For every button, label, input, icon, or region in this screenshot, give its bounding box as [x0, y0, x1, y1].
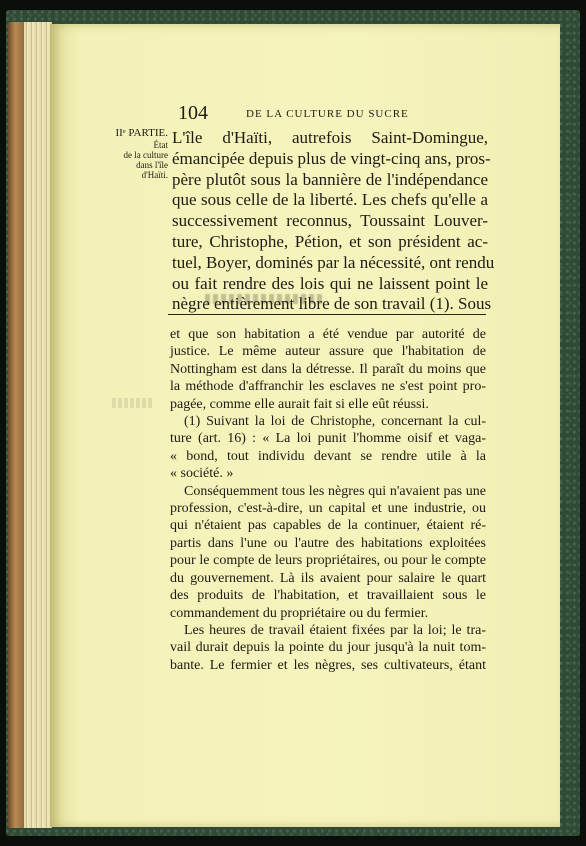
- margin-note: [98, 128, 168, 180]
- margin-note-line: d'Haïti.: [141, 170, 168, 180]
- running-head: [178, 102, 488, 122]
- footnote-line: la méthode d'affranchir les esclaves ne s'est point pro-: [170, 379, 486, 395]
- text-line: ture, Christophe, Pétion, et son président ac-: [172, 231, 488, 251]
- show-through-text: [205, 294, 325, 304]
- text-line: nègre entièrement libre de son travail (1). Sous: [172, 294, 492, 314]
- footnote-rule: [168, 314, 486, 315]
- show-through-text: [112, 398, 152, 408]
- margin-note-line: État: [153, 140, 168, 150]
- footnote-line: du gouvernement. Là ils avaient pour salaire le quart: [170, 570, 486, 586]
- margin-note-line: dans l'île: [136, 160, 168, 170]
- margin-note-line: de la culture: [123, 150, 168, 160]
- footnote-line: « bond, tout individu devant se rendre utile à la: [170, 448, 486, 464]
- footnote-line: profession, c'est-à-dire, un capital et une industrie, ou: [170, 501, 486, 517]
- header-title: DE LA CULTURE DU SUCRE: [246, 108, 409, 120]
- text-line: L'île d'Haïti, autrefois Saint-Domingue,: [172, 128, 488, 147]
- text-line: père plutôt sous la bannière de l'indépendance: [172, 169, 488, 189]
- text-line: successivement reconnus, Toussaint Louver-: [172, 211, 488, 231]
- footnote-line: (1) Suivant la loi de Christophe, concernant la cul-: [184, 414, 486, 430]
- footnote-line: justice. Le même auteur assure que l'habitation de: [170, 344, 486, 360]
- footnote-line: qui n'étaient pas capables de la continuer, étaient ré-: [170, 518, 486, 534]
- footnote-line: Nottingham est dans la détresse. Il paraît du moins que: [170, 361, 486, 377]
- page-edges: [24, 22, 52, 828]
- footnote-line: pagée, comme elle aurait fait si elle eût réussi.: [170, 396, 429, 412]
- text-line: émancipée depuis plus de vingt-cinq ans, pros-: [172, 148, 491, 168]
- footnote-line: « société. »: [170, 466, 234, 482]
- footnote-line: ture (art. 16) : « La loi punit l'homme oisif et vaga-: [170, 431, 486, 447]
- footnote-line: et que son habitation a été vendue par autorité de: [170, 327, 486, 342]
- footnote-line: pour le compte de leurs propriétaires, ou pour le compte: [170, 553, 486, 569]
- text-line: ou fait rendre des lois qui ne laissent point le: [172, 273, 488, 293]
- footnote-line: Conséquemment tous les nègres qui n'avaient pas une: [184, 483, 486, 499]
- footnote-line: vail durait depuis la pointe du jour jusqu'à la nuit tom-: [170, 640, 486, 656]
- text-line: que sous celle de la liberté. Les chefs qu'elle a: [172, 190, 488, 210]
- footnote-line: Les heures de travail étaient fixées par la loi; le tra-: [184, 622, 486, 638]
- footnote-line: bante. Le fermier et les nègres, ses cultivateurs, étant: [170, 657, 486, 673]
- footnote-line: commandement du propriétaire ou du fermier.: [170, 605, 429, 621]
- main-text: [172, 128, 495, 315]
- footnote-line: partis dans l'une ou l'autre des habitations exploitées: [170, 535, 486, 551]
- margin-note-part: IIᵉ PARTIE.: [115, 127, 168, 139]
- page-number: 104: [178, 102, 208, 124]
- text-line: tuel, Boyer, dominés par la nécessité, ont rendu: [172, 252, 495, 272]
- footnote-line: des produits de l'habitation, et travaillaient sous le: [170, 588, 486, 604]
- footnotes: [170, 326, 486, 674]
